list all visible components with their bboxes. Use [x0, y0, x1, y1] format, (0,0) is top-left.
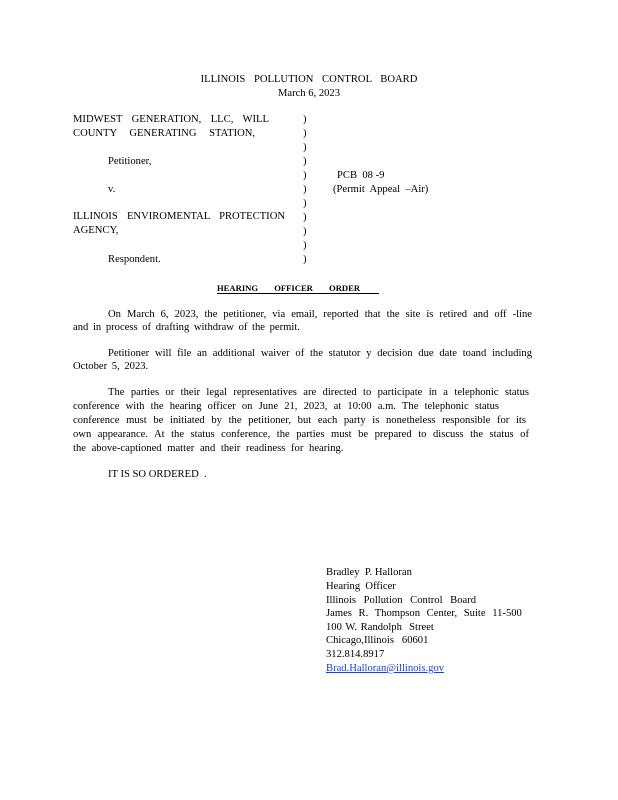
paragraph-3-line-2: conference with the hearing officer on June 21, 2023, at 10:00 a.m. The telephonic status — [73, 401, 499, 412]
signatory-street: 100 W. Randolph Street — [326, 622, 434, 633]
paragraph-2-line-2: October 5, 2023. — [73, 361, 149, 372]
signatory-title: Hearing Officer — [326, 581, 396, 592]
paragraph-3-line-5: the above-captioned matter and their readiness for hearing. — [73, 443, 344, 454]
signatory-agency: Illinois Pollution Control Board — [326, 595, 477, 606]
signatory-phone: 312.814.8917 — [326, 649, 385, 660]
caption-paren-7: ) — [303, 198, 307, 209]
petitioner-name-line1: MIDWEST GENERATION, LLC, WILL — [73, 114, 269, 125]
caption-paren-3: ) — [303, 142, 307, 153]
order-title: HEARING OFFICER ORDER — [217, 283, 379, 294]
paragraph-1-line-2: and in process of drafting withdraw of the permit. — [73, 322, 300, 333]
signatory-city: Chicago,Illinois 60601 — [326, 635, 429, 646]
caption-paren-11: ) — [303, 254, 307, 265]
paragraph-3-line-4: own appearance. At the status conference, the parties must be prepared to discuss the status of — [73, 429, 529, 440]
caption-paren-4: ) — [303, 156, 307, 167]
case-number: PCB 08 -9 — [337, 170, 385, 181]
caption-paren-10: ) — [303, 240, 307, 251]
respondent-name-line1: ILLINOIS ENVIROMENTAL PROTECTION — [73, 211, 285, 222]
petitioner-name-line2: COUNTY GENERATING STATION, — [73, 128, 256, 139]
caption-paren-9: ) — [303, 226, 307, 237]
paragraph-1-line-1: On March 6, 2023, the petitioner, via email, reported that the site is retired and off -line — [108, 309, 532, 320]
so-ordered: IT IS SO ORDERED . — [108, 469, 207, 480]
signatory-name: Bradley P. Halloran — [326, 567, 412, 578]
caption-paren-1: ) — [303, 114, 307, 125]
order-date: March 6, 2023 — [277, 88, 341, 99]
caption-paren-8: ) — [303, 212, 307, 223]
case-type: (Permit Appeal –Air) — [333, 184, 429, 195]
signatory-building: James R. Thompson Center, Suite 11-500 — [326, 608, 522, 619]
versus-label: v. — [108, 184, 116, 195]
paragraph-3-line-1: The parties or their legal representatives are directed to participate in a telephonic status — [108, 387, 529, 398]
caption-paren-2: ) — [303, 128, 307, 139]
respondent-label: Respondent. — [108, 254, 161, 265]
board-title: ILLINOIS POLLUTION CONTROL BOARD — [200, 74, 418, 85]
paragraph-3-line-3: conference must be initiated by the petitioner, but each party is nonetheless responsible for its — [73, 415, 526, 426]
signatory-email-link[interactable]: Brad.Halloran@illinois.gov — [326, 663, 445, 674]
caption-paren-6: ) — [303, 184, 307, 195]
respondent-name-line2: AGENCY, — [73, 225, 119, 236]
petitioner-label: Petitioner, — [108, 156, 152, 167]
paragraph-2-line-1: Petitioner will file an additional waiver of the statutor y decision due date toand including — [108, 348, 532, 359]
caption-paren-5: ) — [303, 170, 307, 181]
